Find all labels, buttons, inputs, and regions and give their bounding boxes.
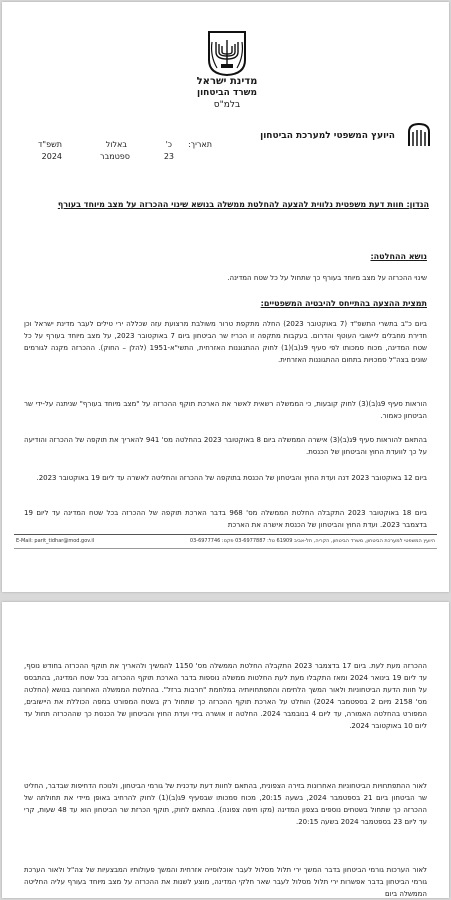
document-page-1 (2, 2, 449, 592)
hebrew-year: תשפ"ד (38, 140, 62, 149)
office-title: היועץ המשפטי למערכת הביטחון (260, 131, 395, 141)
document-page-2 (2, 602, 449, 898)
ministry-name: משרד הביטחון (197, 88, 257, 98)
footer-email: E-Mail: parit_tidhar@mod.gov.il (16, 538, 95, 544)
summary-paragraph-2: הוראות סעיף 9ג(ב)(3) לחוק קובעות, כי הממשלה רשאית לאשר את הארכת תוקף ההכרזה על "מצב מיוחד בעורף" שניתנה על-ידי שר הביטחון כאמור. (24, 400, 427, 420)
section-title-decision: נושא ההחלטה: (370, 252, 427, 261)
state-emblem (197, 30, 257, 76)
hebrew-day: כ' (165, 140, 172, 149)
gregorian-year: 2024 (41, 152, 62, 161)
date-label: תאריך: (188, 140, 212, 149)
state-name: מדינת ישראל (196, 76, 258, 87)
footer-address: היועץ המשפטי למערכת הביטחון, משרד הביטחון, הקריה, תל-אביב 61909 טל: 03-6977887 פקס: 03-6977746 (189, 538, 435, 544)
classification: בלמ"ס (213, 100, 241, 110)
summary-paragraph-1: ביום כ"ב בתשרי התשפ"ד (7 באוקטובר 2023) החלה מתקפת טרור משולבת מרצועת עזה שכללה ירי טילים לעבר מדינת ישראל וכן חדירת מחבלים ליישובי העוטף והדרום. בעקבות מתקפה זו הכריז שר הביטחון ביום 7 באוקטובר 2023, על מצב מיוחד בעורף על כל שטח המדינה, מכוח סמכותו לפי סעיף 9ג(ב)(1) לחוק ההתגוננות האזרחית, התשי"א-1951 (להלן – החוק). ההכרזה מקנה לגורמים שונים בצה"ל סמכויות בתחום ההתגוננות האזרחית. (24, 320, 427, 364)
footer-divider (14, 534, 437, 535)
page2-paragraph-2: לאור ההתפתחויות הביטחוניות האחרונות בזירה הצפונית, בהתאם לחוות דעת עדכנית של גורמי הביטחון, ולנוכח הדחיפות שבדבר, החליט שר הביטחון ביום 21 בספטמבר 2024, בשעה 20:15, מכוח סמכותו שבסעיף 9ג(ב)(1) לחוק להרחיב באופן מיידי את תחולתה של ההכרזה כך שתחול בשטחים נוספים בצפון המדינה (מקו חיפה צפונה). בהתאם לחוק, תוקף הכרזת שר הביטחון הוא עד 48 שעות, קרי עד ליום 23 בספטמבר 2024 בשעה 20:15. (24, 782, 428, 826)
summary-paragraph-4: ביום 12 באוקטובר 2023 דנה ועדת החוץ והביטחון של הכנסת בתוקפה של ההכרזה והחליטה לאשרה עד ליום 19 באוקטובר 2023. (36, 474, 427, 482)
section-title-summary: תמצית ההצעה בהתייחס להיבטיה המשפטיים: (260, 299, 427, 308)
footer-divider-bottom (14, 548, 437, 549)
gregorian-day: 23 (163, 152, 174, 161)
page2-paragraph-1: ההכרזה מעת לעת. ביום 17 בדצמבר 2023 התקבלה החלטת הממשלה מס' 1150 להמשיך ולהאריך את תוקף ההכרזה בחודש נוסף, עד ליום 19 בינואר 2024 ומאז התקבלו מעת לעת החלטות ממשלה נוספות בדבר הארכת תוקף ההכרזה בכל שטח המדינה, בהתבסס על חוות הדעת הביטחוניות ולאור המשך הלחימה והתפתחויותיה במלחמת "חרבות ברזל". בהחלטת הממשלה האחרונה בנושא (החלטה מס' 2158 מיום 2 בספטמבר 2024) הוחלט על הארכת תוקף ההכרזה כך שתחול רק בשטח המפורט במפה הכוללת את היישובים, המפורט בהחלטה האמורה, עד ליום 4 בנובמבר 2024. החלטה זו אושרה בידי ועדת החוץ והביטחון של הכנסת כך שההכרזה תחול עד ליום 10 באוקטובר 2024. (24, 662, 428, 730)
hebrew-month: באלול (105, 140, 127, 149)
date-block (32, 140, 212, 170)
gregorian-month: ספטמבר (100, 152, 130, 161)
decision-text: שינוי ההכרזה על מצב מיוחד בעורף כך שתחול על כל שטח המדינה. (227, 274, 427, 282)
summary-paragraph-3: בהתאם להוראות סעיף 9ג(ב)(3) אישרה הממשלה ביום 8 באוקטובר 2023 בהחלטה מס' 941 להאריך את תוקפה של ההכרזה והודיעה על כך לוועדת החוץ והביטחון של הכנסת. (24, 436, 427, 456)
subject-line: הנדון: חוות דעת משפטית נלווית להצעה להחלטת ממשלה בנושא שינוי ההכרזה על מצב מיוחד בעורף (57, 200, 429, 209)
page2-paragraph-3: לאור הערכות גורמי הביטחון בדבר המשך ירי תלול מסלול לעבר אוכלוסייה אזרחית והמשך פעולותיו המבצעיות של צה"ל ולאור הערכת גורמי הביטחון בדבר אפשרות ירי תלול מסלול לעבר שאר חלקי המדינה, מוצע לשנות את ההכרזה על מצב מיוחד בעורף עליה החליטה הממשלה ביום (24, 866, 427, 898)
summary-paragraph-5: ביום 18 באוקטובר 2023 התקבלה החלטת הממשלה מס' 968 בדבר הארכת תוקפה של ההכרזה בכל שטח המדינה עד ליום 19 בדצמבר 2023. ועדת החוץ והביטחון של הכנסת אישרה את הארכת (24, 509, 427, 529)
